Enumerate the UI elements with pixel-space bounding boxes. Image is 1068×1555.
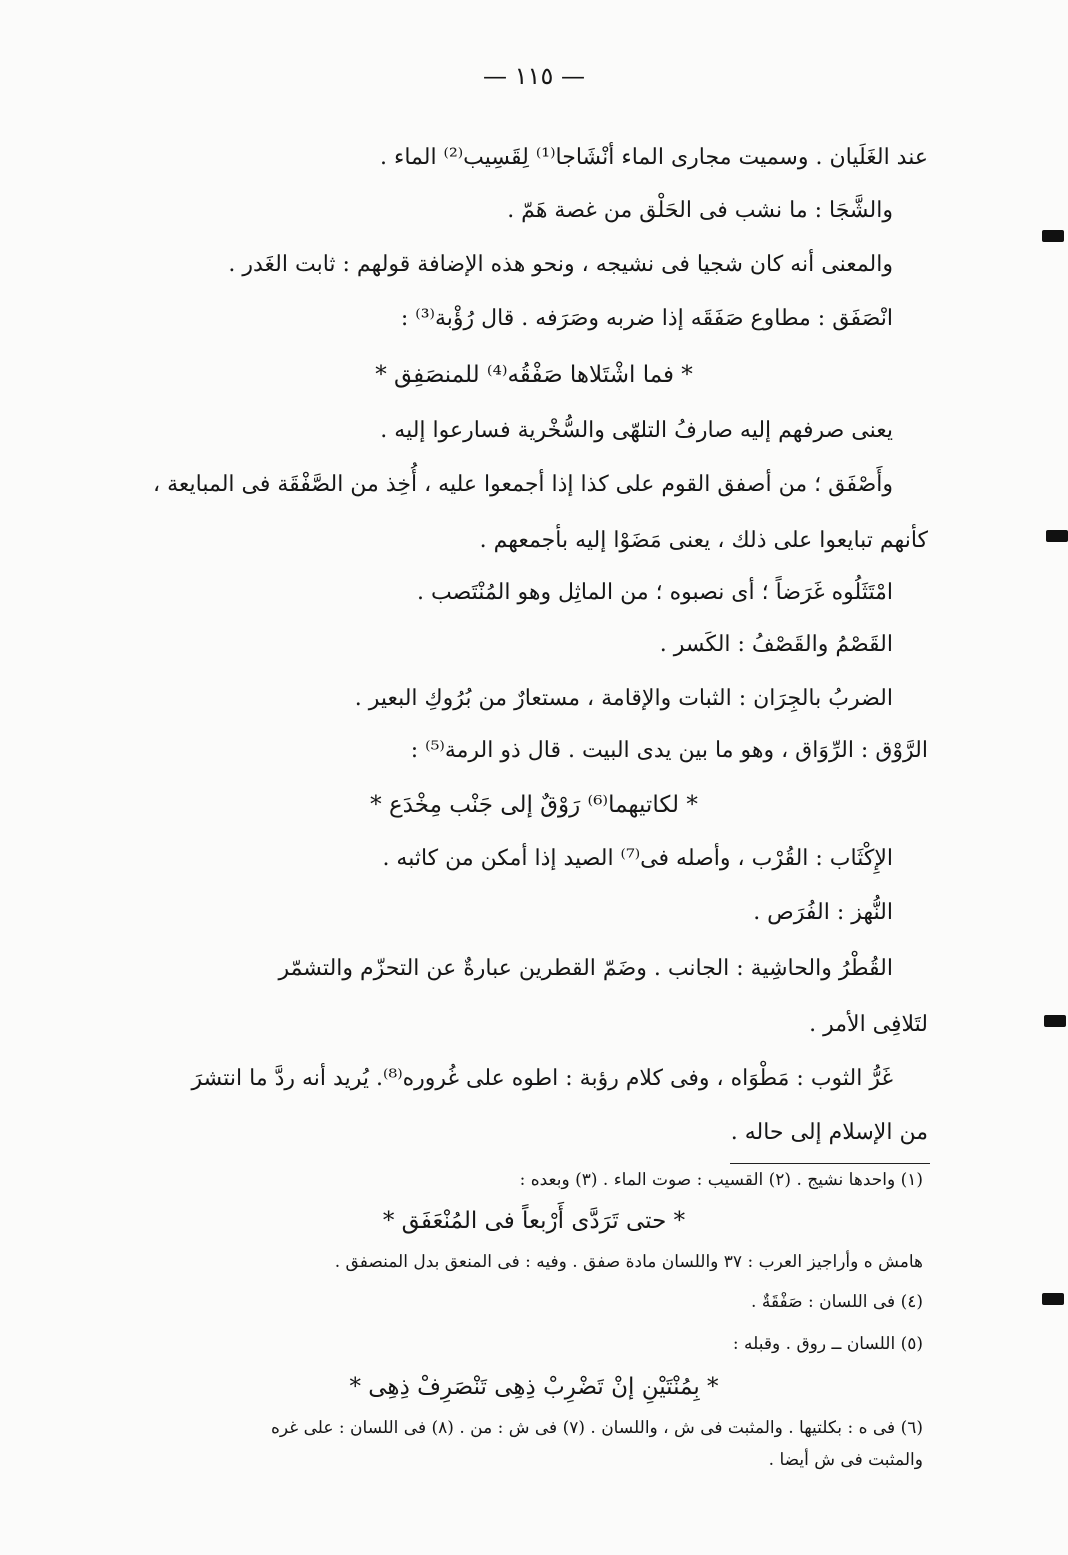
text-line: والمعنى أنه كان شجيا فى نشيجه ، ونحو هذه الإضافة قولهم : ثابت الغَدر . [228, 252, 893, 277]
text-line: النُّهز : الفُرَص . [753, 900, 893, 925]
text-line: لتَلافِى الأمر . [809, 1012, 928, 1037]
footnote-line: والمثبت فى ش أيضا . [768, 1450, 923, 1470]
footnote-line: (١) واحدها نشيج . (٢) القسيب : صوت الماء . (٣) وبعده : [519, 1170, 923, 1190]
footnote-line: (٦) فى ه : بكلتيها . والمثبت فى ش ، واللسان . (٧) فى ش : من . (٨) فى اللسان : على غره [270, 1418, 923, 1438]
footnote-verse: * حتى تَرَدَّى أَرْبعاً فى المُنْعَفَق * [382, 1208, 686, 1234]
text-line: كأنهم تبايعوا على ذلك ، يعنى مَضَوْا إليه بأجمعهم . [479, 528, 928, 553]
text-line: الرَّوْق : الرِّوَاق ، وهو ما بين يدى البيت . قال ذو الرمة⁽⁵⁾ : [410, 738, 928, 763]
text-line: من الإسلام إلى حاله . [730, 1120, 928, 1145]
text-line: انْصَفَق : مطاوع صَفَقَه إذا ضربه وصَرَفه . قال رُؤْبة⁽³⁾ : [400, 306, 893, 331]
text-line: امْتَثَلُوه غَرَضاً ؛ أى نصبوه ؛ من الماثِل وهو المُنْتَصب . [417, 580, 893, 605]
footnote-divider [730, 1163, 930, 1164]
text-line: الإِكْثَاب : القُرْب ، وأصله فى⁽⁷⁾ الصيد إذا أمكن من كاثبه . [382, 846, 893, 871]
footnote-line: هامش ه وأراجيز العرب : ٣٧ واللسان مادة صفق . وفيه : فى المنعق بدل المنصفق . [334, 1252, 923, 1272]
text-line: الضربُ بالجِرَان : الثبات والإقامة ، مستعارٌ من بُرُوكِ البعير . [354, 686, 893, 711]
text-line: وأَصْفَق ؛ من أصفق القوم على كذا إذا أجمعوا عليه ، أُخِذ من الصَّفْقَة فى المبايعة ، [153, 472, 893, 497]
text-line: القَصْمُ والقَصْفُ : الكَسر . [659, 632, 893, 657]
text-line: يعنى صرفهم إليه صارفُ التلهّى والسُّخْرية فسارعوا إليه . [380, 418, 893, 443]
scan-edge-mark [1042, 1293, 1064, 1305]
footnote-line: (٤) فى اللسان : صَفْقَةٌ . [751, 1292, 923, 1312]
scan-edge-mark [1046, 530, 1068, 542]
scan-edge-mark [1044, 1015, 1066, 1027]
footnote-line: (٥) اللسان ــ روق . وقبله : [732, 1334, 923, 1354]
verse-line: * فما اشْتَلاها صَفْقُه⁽⁴⁾ للمنصَفِق * [375, 362, 693, 388]
footnote-verse: * بِمُنْتَيْنِ إنْ تَضْرِبْ ذِهِى تَنْصَرِفْ ذِهِى * [349, 1374, 719, 1400]
text-line: عند الغَلَيان . وسميت مجارى الماء أنْشَاجا⁽¹⁾ لِقَسِيب⁽²⁾ الماء . [379, 145, 928, 170]
verse-line: * لكاتيهما⁽⁶⁾ رَوْقٌ إلى جَنْب مِخْدَع * [370, 792, 698, 818]
scan-edge-mark [1042, 230, 1064, 242]
page-number: — ١١٥ — [483, 62, 585, 90]
text-line: والشَّجَا : ما نشب فى الحَلْق من غصة هَمّ . [507, 198, 893, 223]
text-line: غَرُّ الثوب : مَطْوَاه ، وفى كلام رؤبة : اطوه على غُروره⁽⁸⁾. يُريد أنه ردَّ ما انتشرَ [191, 1066, 893, 1091]
text-line: القُطْرُ والحاشِية : الجانب . وضَمّ القطرين عبارةٌ عن التحزّم والتشمّر [278, 956, 893, 981]
